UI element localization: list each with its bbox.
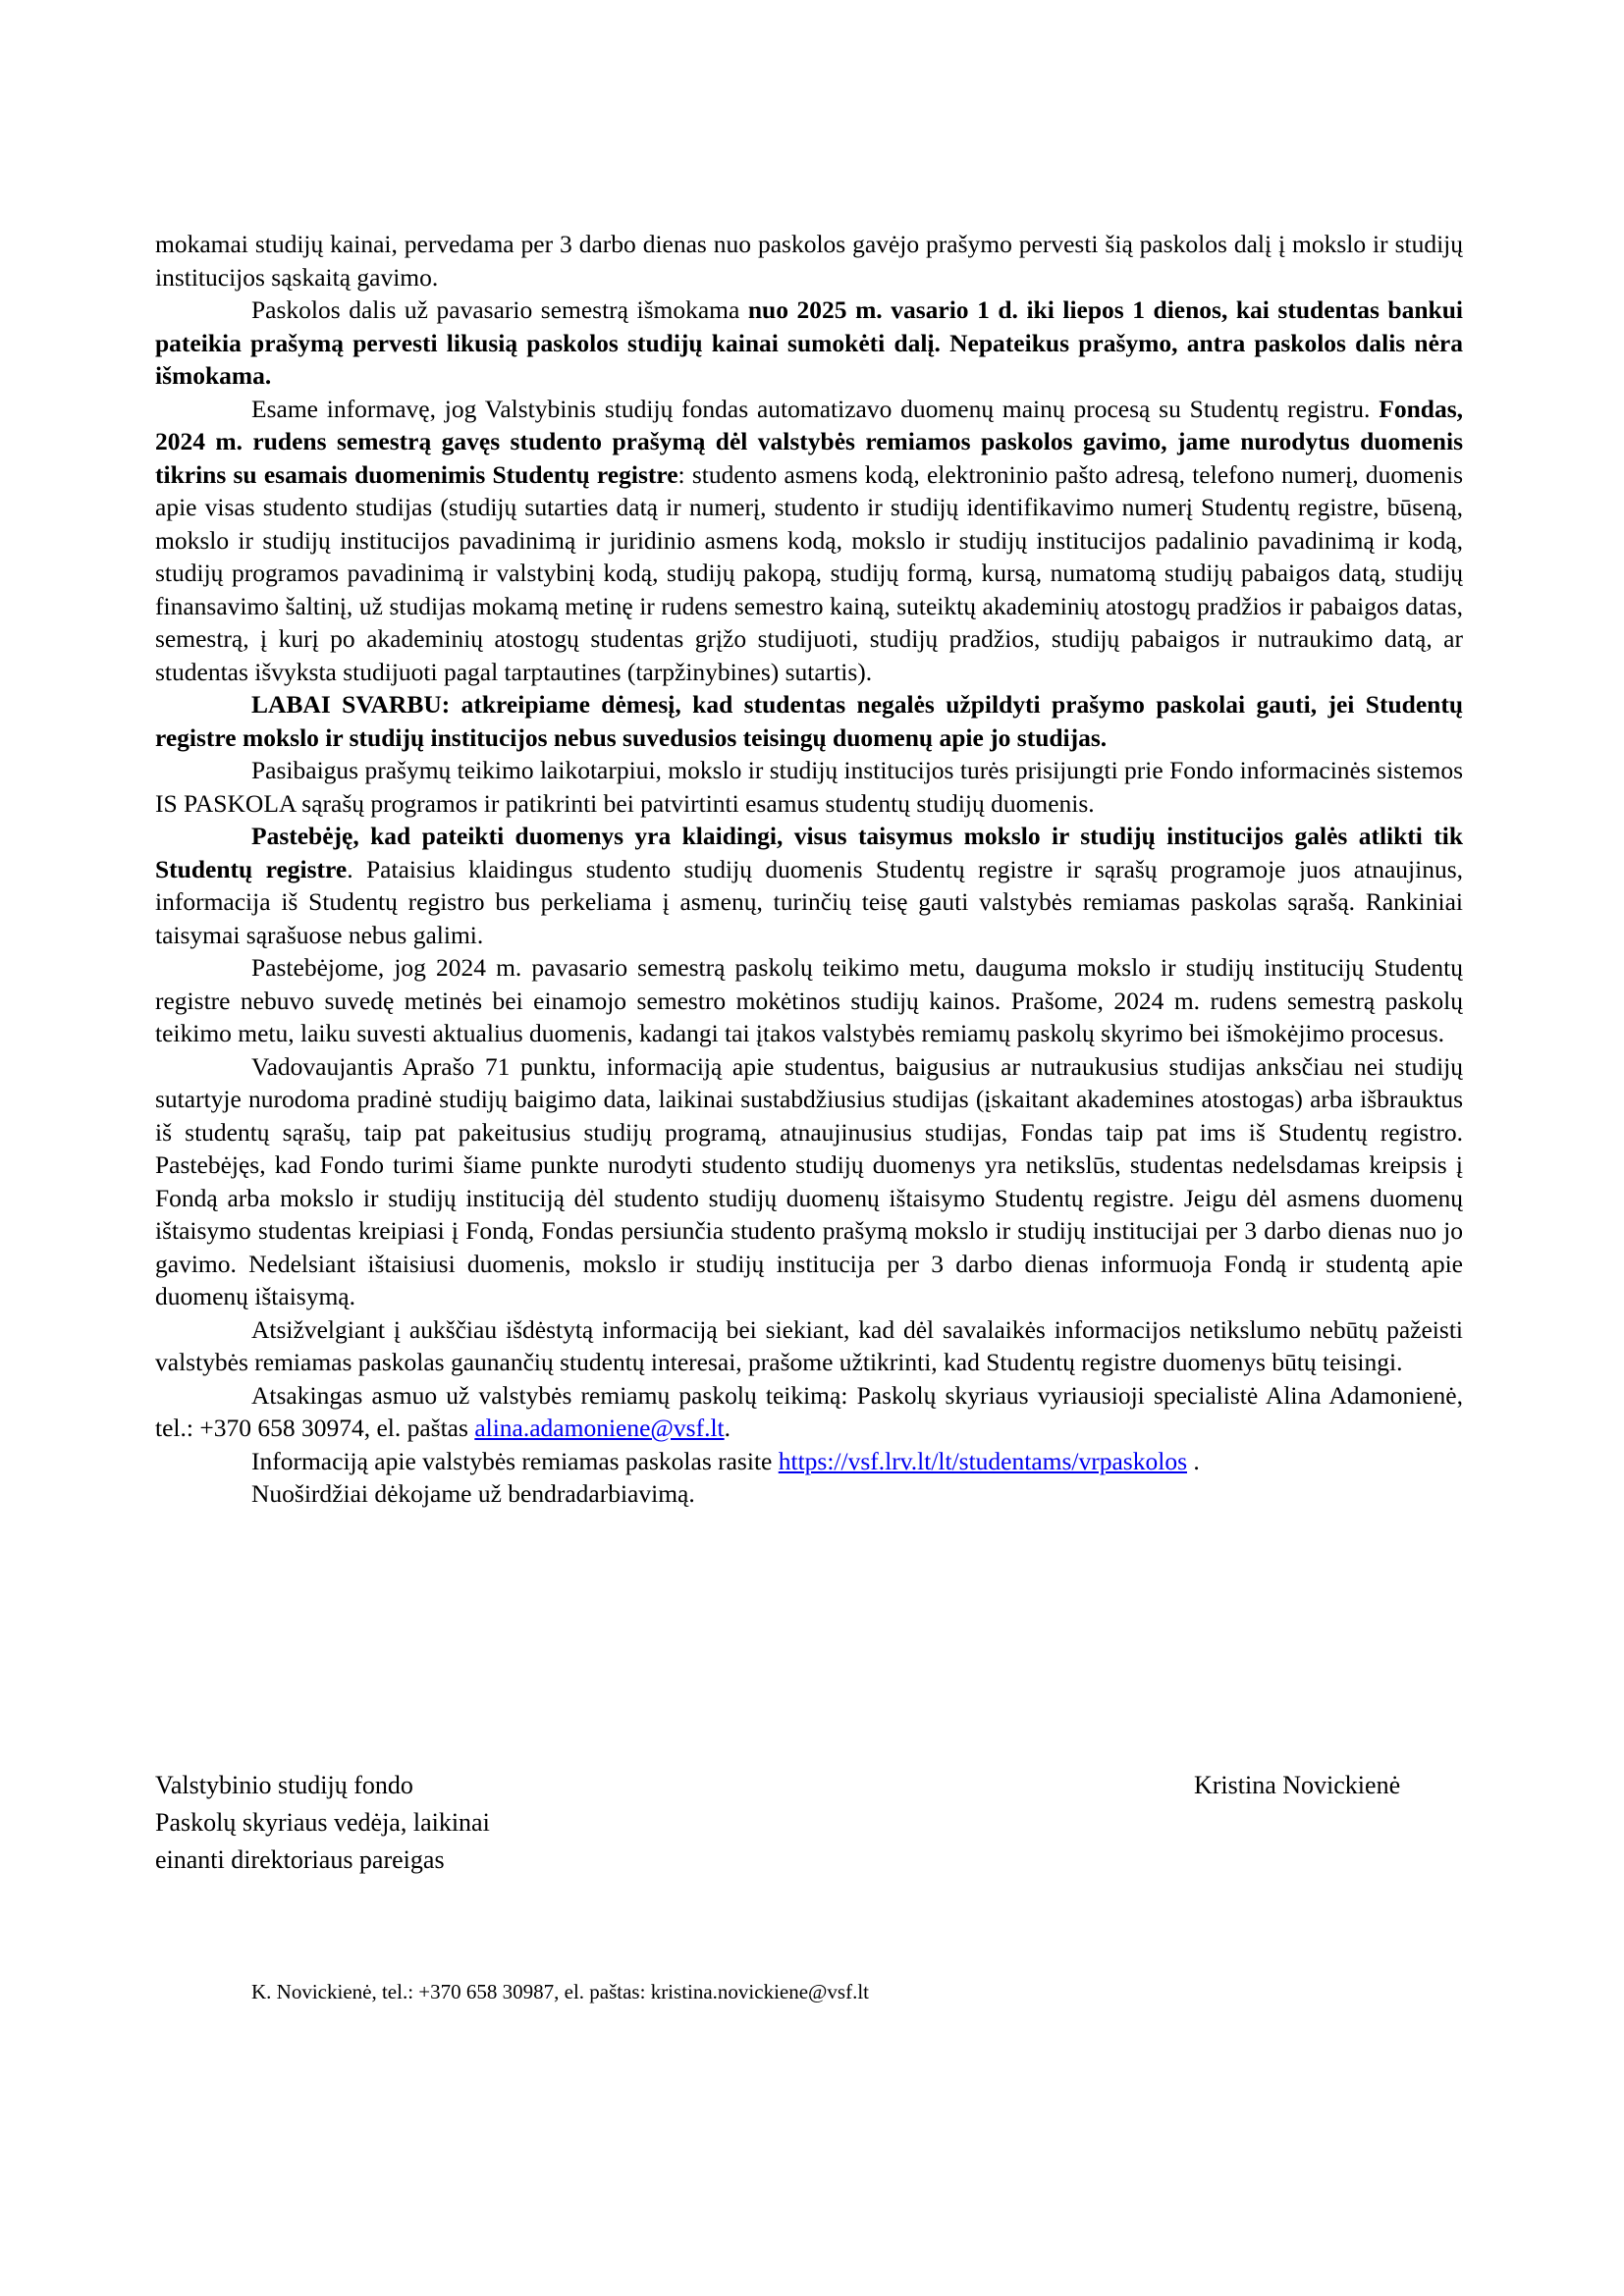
signer-name: Kristina Novickienė xyxy=(1194,1771,1401,1799)
paragraph: Nuoširdžiai dėkojame už bendradarbiavimą. xyxy=(251,1479,695,1508)
paragraph: Vadovaujantis Aprašo 71 punktu, informaciją apie studentus, baigusius ar nutraukusius studijas anksčiau nei studijų sutartyje nurodoma pradinė studijų baigimo data, laikinai sustabdžiusius studijas (įskaitant akademines atostogas) arba išbrauktus iš studentų sąrašų, taip pat pakeitusius studijų programą, atnaujinusius studijas, Fondas taip pat ims iš Studentų registro. Pastebėjęs, kad Fondo turimi šiame punkte nurodyti studento studijų duomenys yra netikslūs, studentas nedelsdamas kreipsis į Fondą arba mokslo ir studijų instituciją dėl studento studijų duomenų ištaisymo Studentų registre. Jeigu dėl asmens duomenų ištaisymo studentas kreipiasi į Fondą, Fondas persiunčia studento prašymą mokslo ir studijų institucijai per 3 darbo dienas nuo jo gavimo. Nedelsiant ištaisiusi duomenis, mokslo ir studijų institucija per 3 darbo dienas informuoja Fondą ir studentą apie duomenų ištaisymą. xyxy=(155,1051,1463,1310)
bold-text: Fondas, 2024 m. rudens semestrą gavęs studento prašymą dėl valstybės remiamos paskolos gavimo, jame nurodytus duomenis tikrins su esamais duomenimis Studentų registre xyxy=(155,394,1463,489)
email-link[interactable]: alina.adamoniene@vsf.lt xyxy=(474,1414,725,1442)
signer-role: einanti direktoriaus pareigas xyxy=(155,1845,445,1874)
footer-contact: K. Novickienė, tel.: +370 658 30987, el. paštas: kristina.novickiene@vsf.lt xyxy=(251,1980,869,2003)
bold-text: nuo 2025 m. vasario 1 d. iki liepos 1 dienos, kai studentas bankui pateikia prašymą pervesti likusią paskolos studijų kainai sumokėti dalį. Nepateikus prašymo, antra paskolos dalis nėra išmokama. xyxy=(155,295,1463,390)
bold-text: Pastebėję, kad pateikti duomenys yra klaidingi, visus taisymus mokslo ir studijų institucijos galės atlikti tik Studentų registre xyxy=(155,822,1463,883)
info-link-paragraph: Informaciją apie valstybės remiamas paskolas rasite https://vsf.lrv.lt/lt/studentams/vrpaskolos . xyxy=(251,1446,1200,1475)
paragraph: Pasibaigus prašymų teikimo laikotarpiui, mokslo ir studijų institucijos turės prisijungti prie Fondo informacinės sistemos IS PASKOLA sąrašų programos ir patikrinti bei patvirtinti esamus studentų studijų duomenis. xyxy=(155,756,1463,818)
signer-org: Valstybinio studijų fondo xyxy=(155,1771,413,1799)
paragraph: mokamai studijų kainai, pervedama per 3 darbo dienas nuo paskolos gavėjo prašymo pervesti šią paskolos dalį į mokslo ir studijų institucijos sąskaitą gavimo. xyxy=(155,230,1463,292)
paragraph: Atsižvelgiant į aukščiau išdėstytą informaciją bei siekiant, kad dėl savalaikės informacijos netikslumo nebūtų pažeisti valstybės remiamas paskolas gaunančių studentų interesai, prašome užtikrinti, kad Studentų registre duomenys būtų teisingi. xyxy=(155,1314,1463,1376)
paragraph: Pastebėjome, jog 2024 m. pavasario semestrą paskolų teikimo metu, dauguma mokslo ir studijų institucijų Studentų registre nebuvo suvedę metinės bei einamojo semestro mokėtinos studijų kainos. Prašome, 2024 m. rudens semestrą paskolų teikimo metu, laiku suvesti aktualius duomenis, kadangi tai įtakos valstybės remiamų paskolų skyrimo bei išmokėjimo procesus. xyxy=(155,953,1463,1047)
paragraph: Esame informavę, jog Valstybinis studijų fondas automatizavo duomenų mainų procesą su Studentų registru. Fondas, 2024 m. rudens semestrą gavęs studento prašymą dėl valstybės remiamos paskolos gavimo, jame nurodytus duomenis tikrins su esamais duomenimis Studentų registre: studento asmens kodą, elektroninio pašto adresą, telefono numerį, duomenis apie visas studento studijas (studijų sutarties datą ir numerį, studento ir studijų identifikavimo numerį Studentų registre, būseną, mokslo ir studijų institucijos pavadinimą ir juridinio asmens kodą, mokslo ir studijų institucijos padalinio pavadinimą ir kodą, studijų programos pavadinimą ir valstybinį kodą, studijų pakopą, studijų formą, kursą, numatomą studijų pabaigos datą, studijų finansavimo šaltinį, už studijas mokamą metinę ir rudens semestro kainą, suteiktų akademinių atostogų pradžios ir pabaigos datas, semestrą, į kurį po akademinių atostogų studentas grįžo studijuoti, studijų pradžios, studijų pabaigos ir nutraukimo datą, ar studentas išvyksta studijuoti pagal tarptautines (tarpžinybines) sutartis). xyxy=(155,394,1464,686)
signer-position: Paskolų skyriaus vedėja, laikinai xyxy=(155,1808,490,1837)
signature-block xyxy=(155,1767,490,1879)
letter-body xyxy=(155,228,1463,1511)
important-notice: LABAI SVARBU: atkreipiame dėmesį, kad studentas negalės užpildyti prašymo paskolai gauti, jei Studentų registre mokslo ir studijų institucijos nebus suvedusios teisingų duomenų apie jo studijas. xyxy=(155,690,1463,752)
paragraph: Paskolos dalis už pavasario semestrą išmokama nuo 2025 m. vasario 1 d. iki liepos 1 dienos, kai studentas bankui pateikia prašymą pervesti likusią paskolos studijų kainai sumokėti dalį. Nepateikus prašymo, antra paskolos dalis nėra išmokama. xyxy=(155,295,1463,390)
contact-paragraph: Atsakingas asmuo už valstybės remiamų paskolų teikimą: Paskolų skyriaus vyriausioji specialistė Alina Adamonienė, tel.: +370 658 30974, el. paštas alina.adamoniene@vsf.lt. xyxy=(155,1380,1463,1442)
website-link[interactable]: https://vsf.lrv.lt/lt/studentams/vrpaskolos xyxy=(778,1446,1187,1475)
paragraph: Pastebėję, kad pateikti duomenys yra klaidingi, visus taisymus mokslo ir studijų institucijos galės atlikti tik Studentų registre. Pataisius klaidingus studento studijų duomenis Studentų registre ir sąrašų programoje juos atnaujinus, informacija iš Studentų registro bus perkeliama į asmenų, turinčių teisę gauti valstybės remiamas paskolas sąrašą. Rankiniai taisymai sąrašuose nebus galimi. xyxy=(155,822,1463,949)
